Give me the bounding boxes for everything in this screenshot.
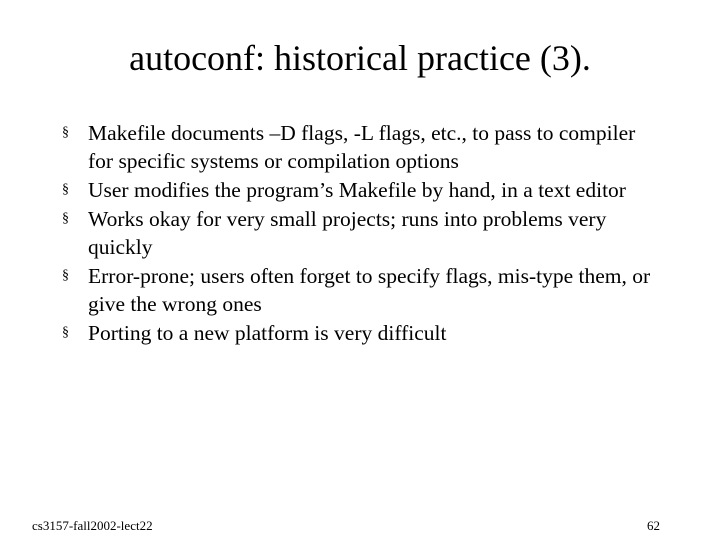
- bullet-marker-icon: §: [62, 125, 69, 140]
- footer-course-label: cs3157-fall2002-lect22: [32, 518, 153, 533]
- bullet-text: User modifies the program’s Makefile by hand, in a text editor: [88, 178, 626, 202]
- slide-title: autoconf: historical practice (3).: [129, 38, 591, 78]
- bullet-marker-icon: §: [62, 325, 69, 340]
- bullet-item: [62, 119, 662, 175]
- bullet-list: [62, 119, 662, 348]
- bullet-text: Makefile documents –D flags, -L flags, etc., to pass to compiler for specific systems or compilation options: [88, 121, 636, 173]
- bullet-item: [62, 262, 662, 318]
- bullet-item: [62, 176, 662, 204]
- bullet-item: [62, 205, 662, 261]
- bullet-marker-icon: §: [62, 211, 69, 226]
- bullet-item: [62, 319, 662, 347]
- bullet-marker-icon: §: [62, 268, 69, 283]
- bullet-marker-icon: §: [62, 182, 69, 197]
- bullet-text: Error-prone; users often forget to specify flags, mis-type them, or give the wrong ones: [88, 264, 651, 316]
- bullet-text: Porting to a new platform is very difficult: [88, 321, 447, 345]
- bullet-text: Works okay for very small projects; runs into problems very quickly: [88, 207, 607, 259]
- footer-page-number: 62: [647, 518, 660, 533]
